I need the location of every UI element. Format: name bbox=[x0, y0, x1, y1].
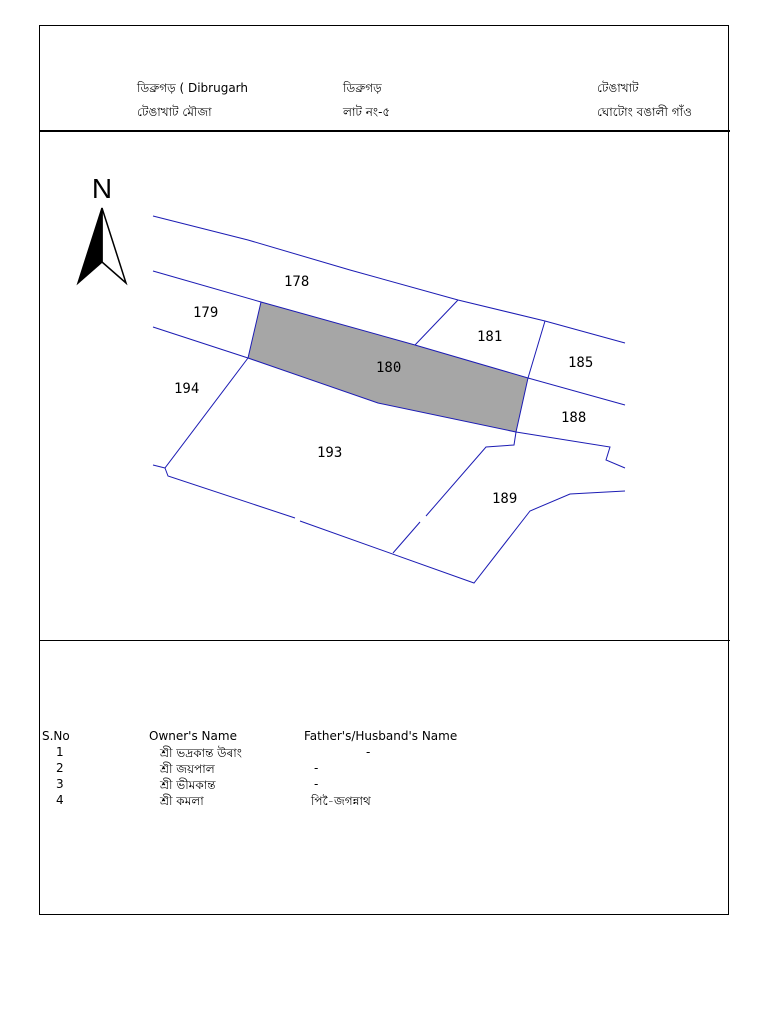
plot-map bbox=[40, 132, 728, 640]
map-divider bbox=[39, 640, 730, 641]
plot-label-194: 194 bbox=[174, 381, 200, 397]
row-1-father: - bbox=[366, 745, 371, 759]
row-3-sno: 3 bbox=[56, 777, 64, 791]
circle-name: টেঙাখাট bbox=[597, 81, 639, 95]
lot-number: লাট নং-৫ bbox=[343, 105, 391, 119]
plot-label-189: 189 bbox=[492, 491, 518, 507]
owner-name-header: Owner's Name bbox=[149, 729, 237, 743]
north-label: N bbox=[91, 173, 113, 204]
sno-header: S.No bbox=[42, 729, 70, 743]
row-1-sno: 1 bbox=[56, 745, 64, 759]
plot-label-185: 185 bbox=[568, 355, 594, 371]
row-3-owner: শ্ৰী ভীমকান্ত bbox=[160, 778, 216, 792]
plot-label-193: 193 bbox=[317, 445, 343, 461]
district-name: ডিব্ৰুগড় ( Dibrugarh bbox=[137, 81, 249, 95]
row-4-owner: শ্ৰী কমলা bbox=[160, 794, 204, 808]
row-3-father: - bbox=[314, 777, 319, 791]
plot-label-180: 180 bbox=[376, 360, 402, 376]
row-4-sno: 4 bbox=[56, 793, 64, 807]
plot-label-181: 181 bbox=[477, 329, 503, 345]
subdivision-name: ডিব্ৰুগড় bbox=[343, 81, 382, 95]
plot-label-178: 178 bbox=[284, 274, 310, 290]
row-1-owner: শ্ৰী ভদ্ৰকান্ত উৰাং bbox=[160, 746, 242, 760]
father-name-header: Father's/Husband's Name bbox=[304, 729, 458, 743]
north-arrow-icon bbox=[78, 173, 126, 283]
row-2-owner: শ্ৰী জয়পাল bbox=[160, 762, 215, 776]
mouza-name: টেঙাখাট মৌজা bbox=[137, 105, 212, 119]
row-2-sno: 2 bbox=[56, 761, 64, 775]
row-2-father: - bbox=[314, 761, 319, 775]
village-name: ঘোটোং বঙালী গাঁও bbox=[597, 105, 692, 119]
plot-label-188: 188 bbox=[561, 410, 587, 426]
row-4-father: পি-ৈজগন্নাথ bbox=[311, 794, 371, 808]
plot-label-179: 179 bbox=[193, 305, 219, 321]
